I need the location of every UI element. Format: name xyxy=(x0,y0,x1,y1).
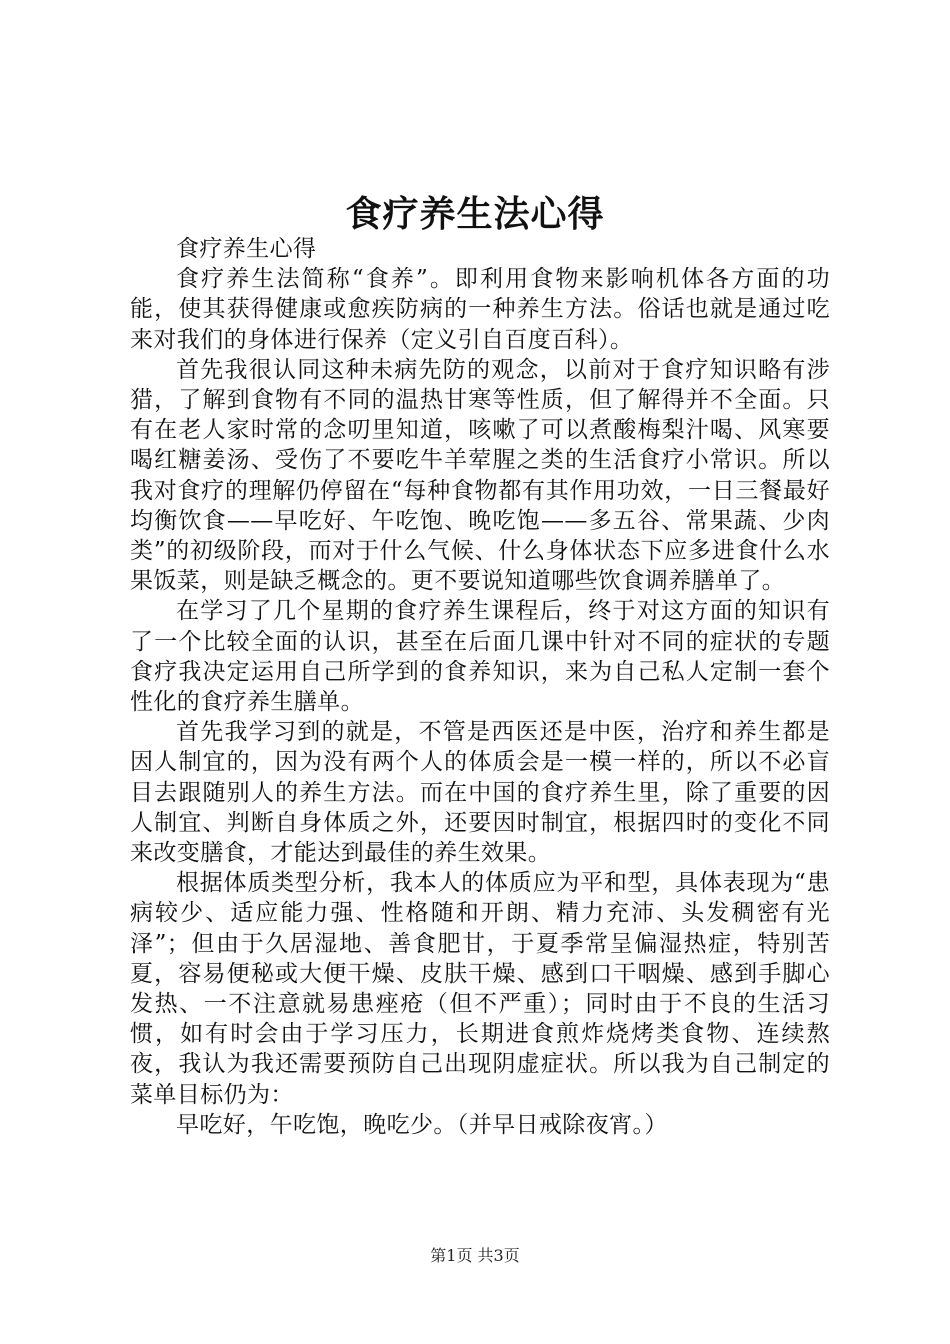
paragraph-individual-approach: 首先我学习到的就是，不管是西医还是中医，治疗和养生都是因人制宜的，因为没有两个人的体质会是一模一样的，所以不必盲目去跟随别人的养生方法。而在中国的食疗养生里，除了重要的因人制宜、判断自身体质之外，还要因时制宜，根据四时的变化不同来改变膳食，才能达到最佳的养生效果。 xyxy=(130,719,830,867)
document-title: 食疗养生法心得 xyxy=(345,194,605,235)
paragraph-menu-goal: 早吃好，午吃饱，晚吃少。（并早日戒除夜宵。） xyxy=(176,1111,668,1138)
paragraph-prior-knowledge: 首先我很认同这种未病先防的观念，以前对于食疗知识略有涉猎，了解到食物有不同的温热甘寒等性质，但了解得并不全面。只有在老人家时常的念叨里知道，咳嗽了可以煮酸梅梨汁喝、风寒要喝红糖姜汤、受伤了不要吃牛羊荤腥之类的生活食疗小常识。所以我对食疗的理解仍停留在“每种食物都有其作用功效，一日三餐最好均衡饮食——早吃好、午吃饱、晚吃饱——多五谷、常果蔬、少肉类”的初级阶段，而对于什么气候、什么身体状态下应多进食什么水果饭菜，则是缺乏概念的。更不要说知道哪些饮食调养膳单了。 xyxy=(130,356,830,595)
paragraph-subtitle: 食疗养生心得 xyxy=(176,236,317,262)
paragraph-course-learning: 在学习了几个星期的食疗养生课程后，终于对这方面的知识有了一个比较全面的认识，甚至在后面几课中针对不同的症状的专题食疗我决定运用自己所学到的食养知识，来为自己私人定制一套个性化的食疗养生膳单。 xyxy=(130,598,830,716)
page-footer: 第1页 共3页 xyxy=(430,1246,520,1265)
paragraph-constitution: 根据体质类型分析，我本人的体质应为平和型，具体表现为“患病较少、适应能力强、性格随和开朗、精力充沛、头发稠密有光泽”；但由于久居湿地、善食肥甘，于夏季常呈偏湿热症，特别苦夏，容易便秘或大便干燥、皮肤干燥、感到口干咽燥、感到手脚心发热、一不注意就易患痤疮（但不严重）；同时由于不良的生活习惯，如有时会由于学习压力，长期进食煎炸烧烤类食物、连续熬夜，我认为我还需要预防自己出现阴虚症状。所以我为自己制定的菜单目标仍为： xyxy=(130,870,830,1108)
paragraph-definition: 食疗养生法简称“食养”。即利用食物来影响机体各方面的功能，使其获得健康或愈疾防病的一种养生方法。俗话也就是通过吃来对我们的身体进行保养（定义引自百度百科）。 xyxy=(130,266,830,353)
document-body xyxy=(130,234,830,1140)
